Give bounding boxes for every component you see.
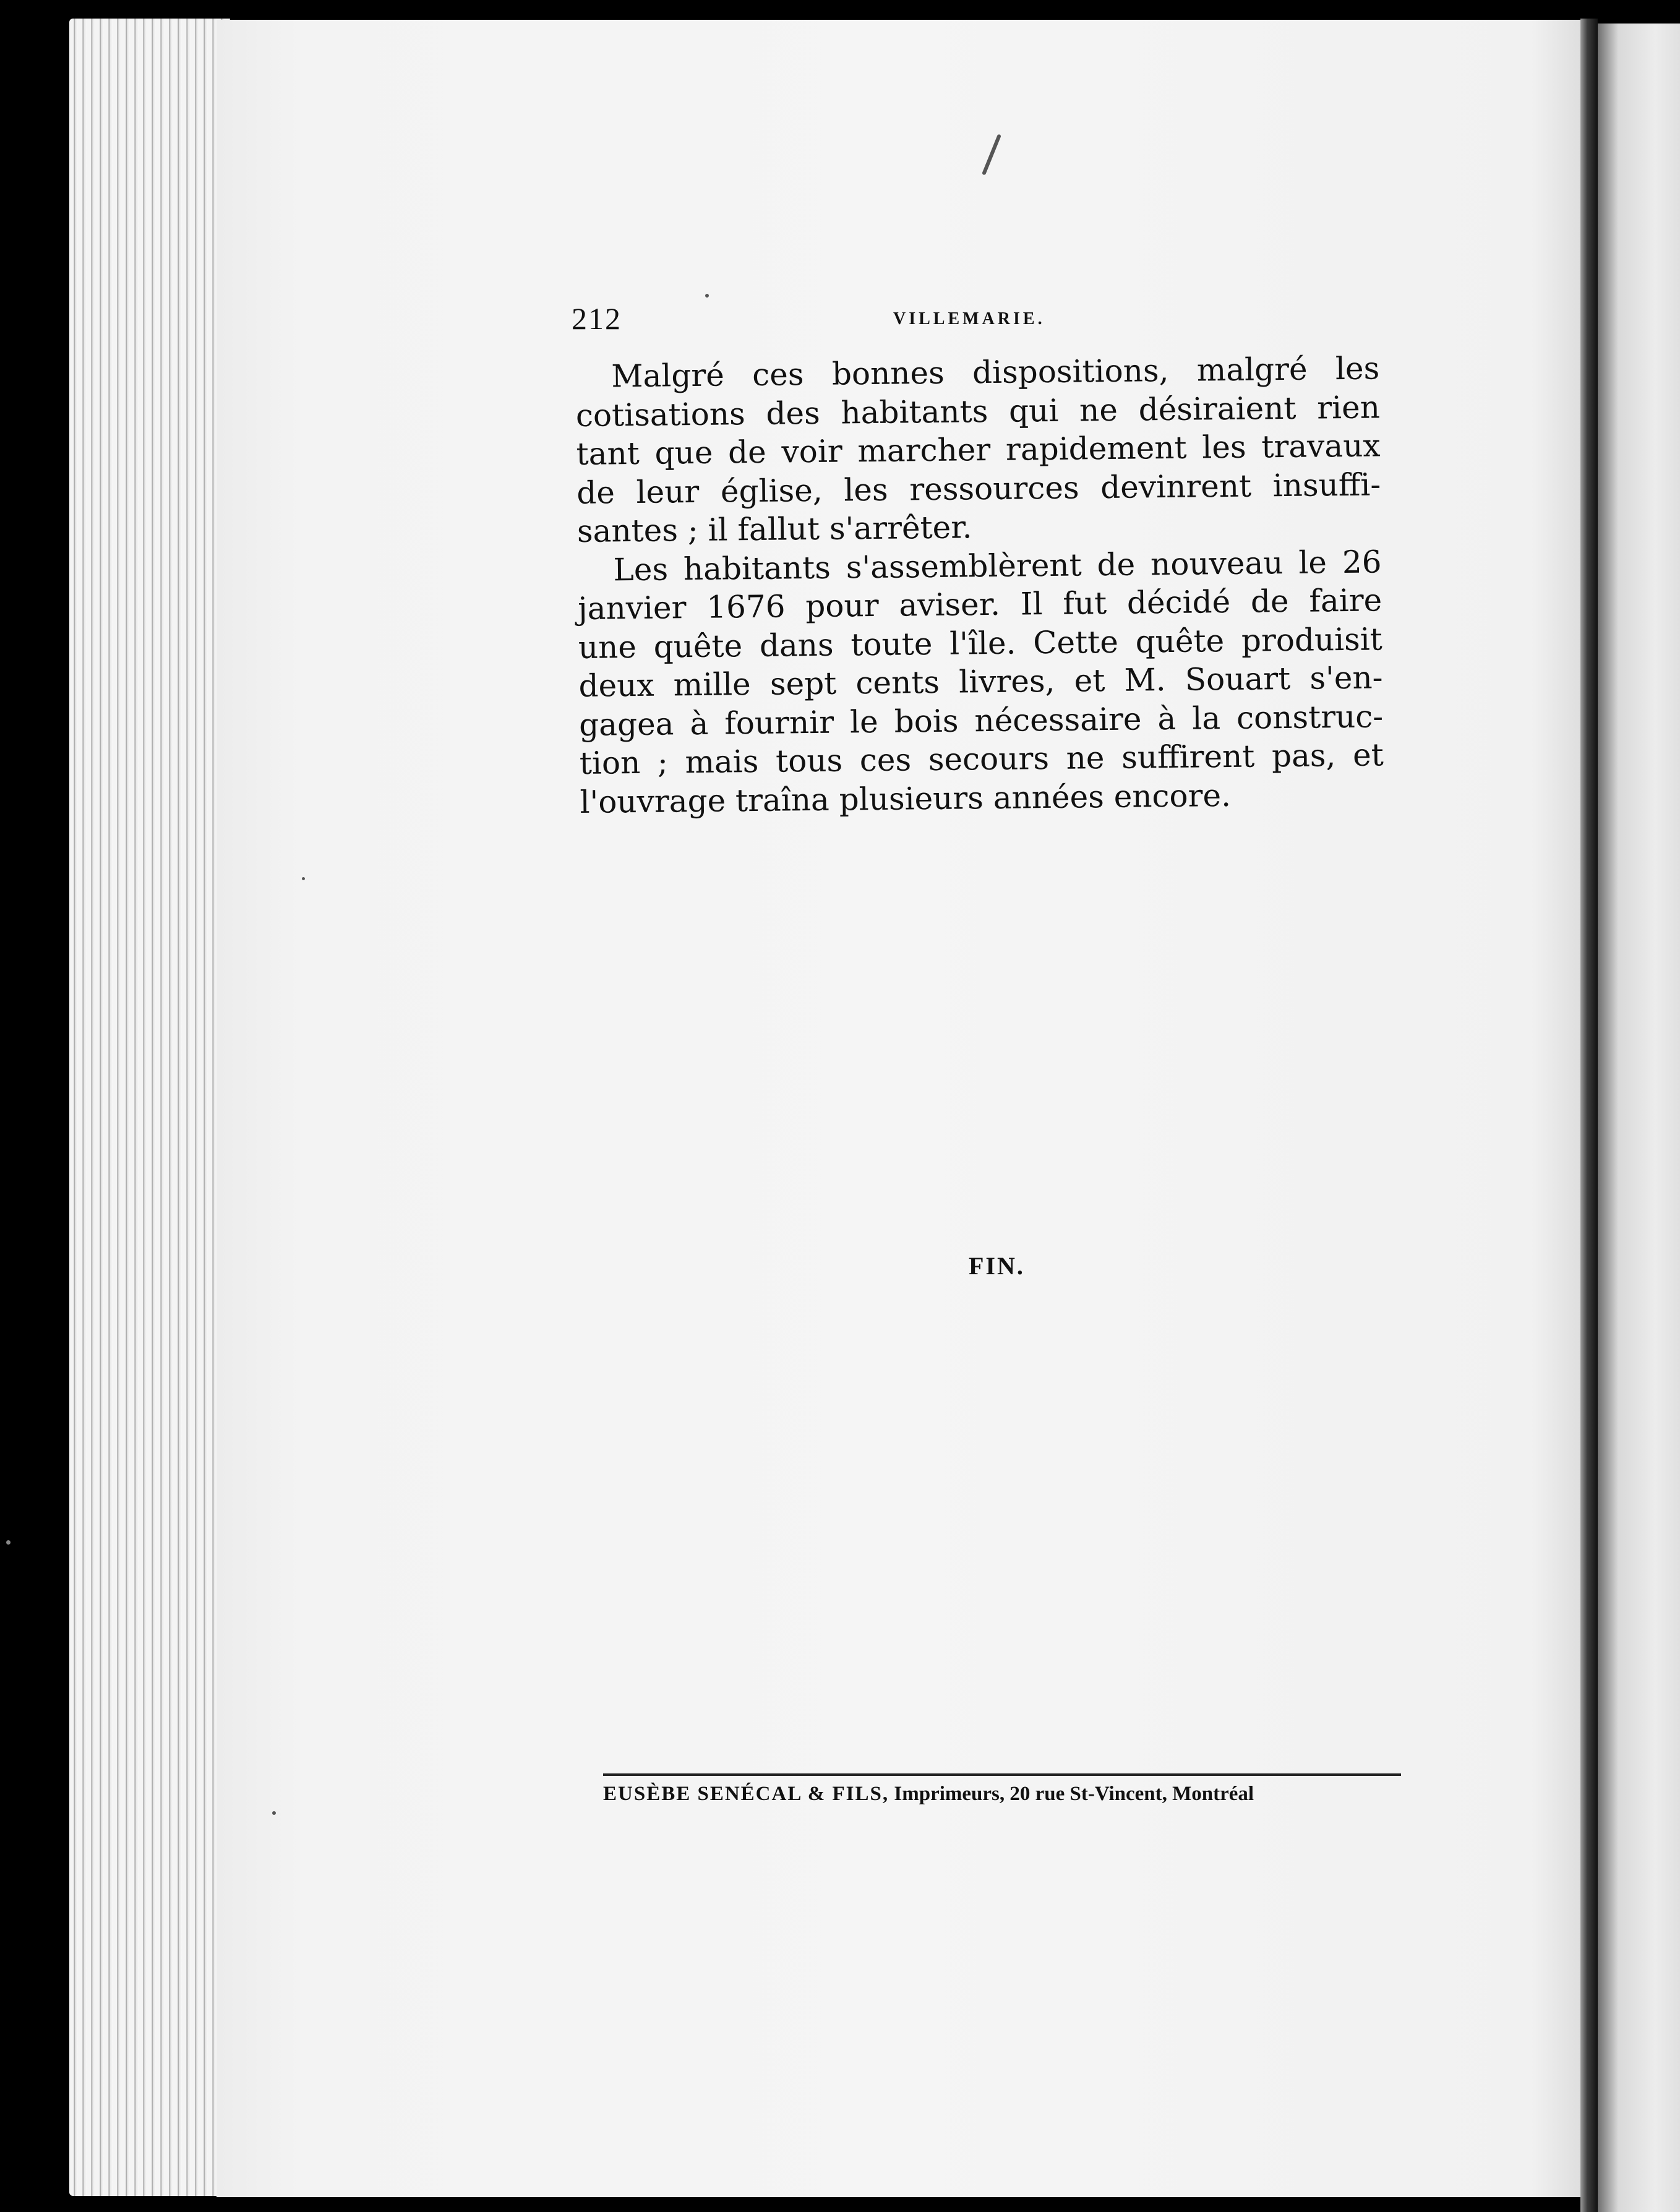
text-line: tion ; mais tous ces secours ne suffirent pas, et <box>579 737 1384 781</box>
text-line: une quête dans toute l'île. Cette quête produisit <box>578 620 1383 666</box>
ink-speck <box>302 877 305 880</box>
page-header <box>572 301 1376 344</box>
text-line: Malgré ces bonnes dispositions, malgré les <box>611 350 1380 395</box>
printer-imprint <box>603 1783 1401 1806</box>
facing-page-edge <box>1598 24 1680 2212</box>
text-line: santes ; il fallut s'arrêter. <box>576 509 972 549</box>
text-line: de leur église, les ressources devinrent insuffi- <box>576 466 1381 511</box>
text-line: janvier 1676 pour aviser. Il fut décidé de faire <box>577 582 1382 627</box>
book-gutter <box>1580 19 1598 2212</box>
text-line: deux mille sept cents livres, et M. Souart s'en- <box>578 659 1383 704</box>
imprint-rule <box>603 1773 1401 1776</box>
printer-name: EUSÈBE SENÉCAL & FILS, <box>603 1783 889 1805</box>
text-line: gagea à fournir le bois nécessaire à la construc- <box>578 698 1384 743</box>
ink-speck <box>705 294 709 298</box>
body-text <box>575 349 1384 821</box>
page-edges <box>69 19 230 2196</box>
running-title: VILLEMARIE. <box>893 309 1045 328</box>
book-page <box>216 20 1587 2197</box>
text-line: tant que de voir marcher rapidement les travaux <box>576 427 1381 472</box>
end-mark: FIN. <box>969 1252 1025 1280</box>
printer-details: Imprimeurs, 20 rue St-Vincent, Montréal <box>889 1783 1254 1805</box>
ink-speck <box>272 1811 276 1815</box>
text-line: cotisations des habitants qui ne désiraient rien <box>575 388 1381 434</box>
page-number: 212 <box>572 301 622 336</box>
text-line: l'ouvrage traîna plusieurs années encore. <box>580 777 1232 820</box>
text-line: Les habitants s'assemblèrent de nouveau le 26 <box>613 543 1382 588</box>
ink-speck <box>6 1540 11 1545</box>
